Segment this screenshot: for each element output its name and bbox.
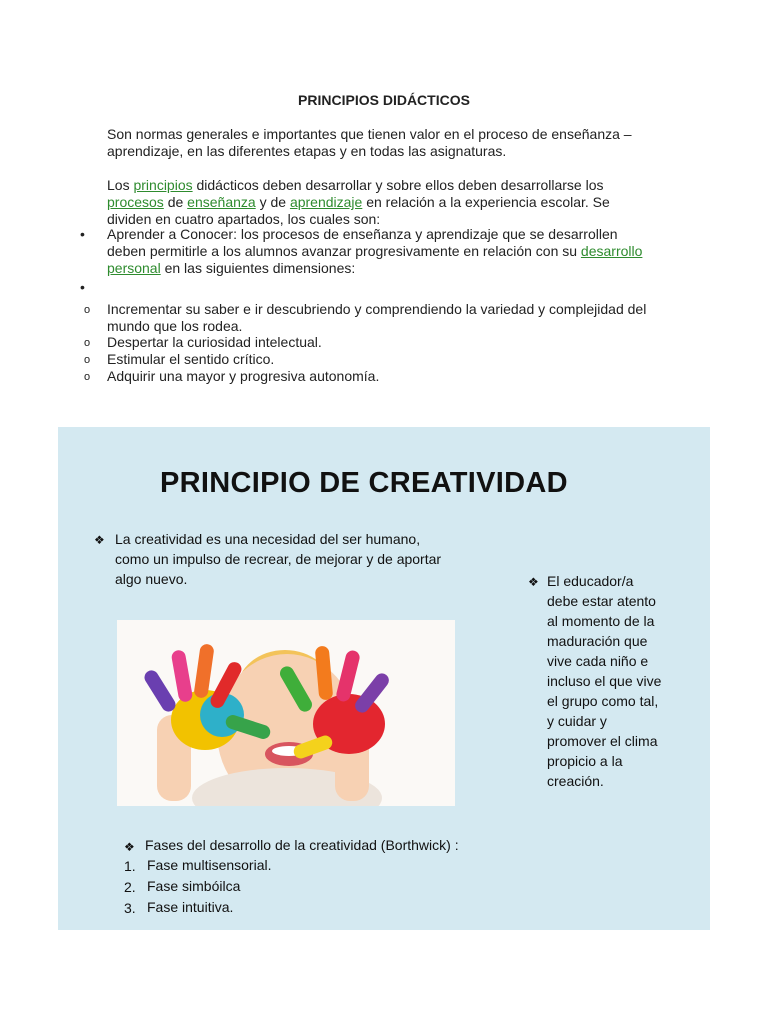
diamond-bullet-icon: ❖ <box>94 533 105 547</box>
sub-bullet-icon: o <box>84 371 91 383</box>
child-painted-hands-illustration <box>117 620 455 806</box>
sub-bullet-icon: o <box>84 337 91 349</box>
creativity-slide-image <box>58 427 710 930</box>
bullet-aprender-conocer <box>107 226 652 277</box>
text: y de <box>255 194 290 210</box>
principles-paragraph <box>107 177 657 228</box>
text: de <box>163 194 188 210</box>
diamond-bullet-icon: ❖ <box>528 575 539 589</box>
sub-item: Adquirir una mayor y progresiva autonomía. <box>107 368 380 384</box>
link-desarrollo[interactable]: desarrollo <box>580 243 643 259</box>
slide-point-creativity: La creatividad es una necesidad del ser humano, como un impulso de recrear, de mejorar y de aportar algo nuevo. <box>115 531 442 587</box>
list-number: 1. <box>124 858 136 874</box>
link-principios[interactable]: principios <box>133 177 193 193</box>
phase-item: Fase intuitiva. <box>147 899 234 915</box>
document-title: PRINCIPIOS DIDÁCTICOS <box>298 92 470 108</box>
text: en relación a la experiencia escolar. Se dividen en cuatro apartados, los cuales son: <box>107 194 610 227</box>
phases-title: Fases del desarrollo de la creatividad (Borthwick) : <box>145 837 459 853</box>
child-painted-hands-photo <box>117 620 455 806</box>
text: en las siguientes dimensiones: <box>160 260 356 276</box>
sub-item: Estimular el sentido crítico. <box>107 351 275 367</box>
text: Los <box>107 177 134 193</box>
empty-bullet-icon: • <box>80 279 85 295</box>
diamond-bullet-icon: ❖ <box>124 840 135 854</box>
slide-title: PRINCIPIO DE CREATIVIDAD <box>160 467 568 499</box>
phase-item: Fase multisensorial. <box>147 857 272 873</box>
bullet-icon: • <box>80 226 85 242</box>
sub-item: Despertar la curiosidad intelectual. <box>107 334 322 350</box>
text: didácticos deben desarrollar y sobre ellos deben desarrollarse los <box>192 177 604 193</box>
list-number: 2. <box>124 879 136 895</box>
sub-bullet-icon: o <box>84 354 91 366</box>
link-ensenanza[interactable]: enseñanza <box>187 194 256 210</box>
list-number: 3. <box>124 900 136 916</box>
phase-item: Fase simbóilca <box>147 878 241 894</box>
slide-point-educator: El educador/a debe estar atento al momento de la maduración que vive cada niño e incluso el que vive el grupo como tal, y cuidar y promover el clima propicio a la creación. <box>547 573 662 789</box>
link-procesos[interactable]: procesos <box>107 194 164 210</box>
intro-paragraph: Son normas generales e importantes que tienen valor en el proceso de enseñanza – aprendizaje, en las diferentes etapas y en todas las asignaturas. <box>107 126 632 159</box>
sub-item: Incrementar su saber e ir descubriendo y comprendiendo la variedad y complejidad del mundo que los rodea. <box>107 301 647 334</box>
sub-bullet-icon: o <box>84 304 91 316</box>
link-aprendizaje[interactable]: aprendizaje <box>289 194 363 210</box>
link-personal[interactable]: personal <box>107 260 161 276</box>
text: Aprender a Conocer: los procesos de enseñanza y aprendizaje que se desarrollen deben permitirle a los alumnos avanzar progresivamente en relación con su <box>107 226 618 259</box>
